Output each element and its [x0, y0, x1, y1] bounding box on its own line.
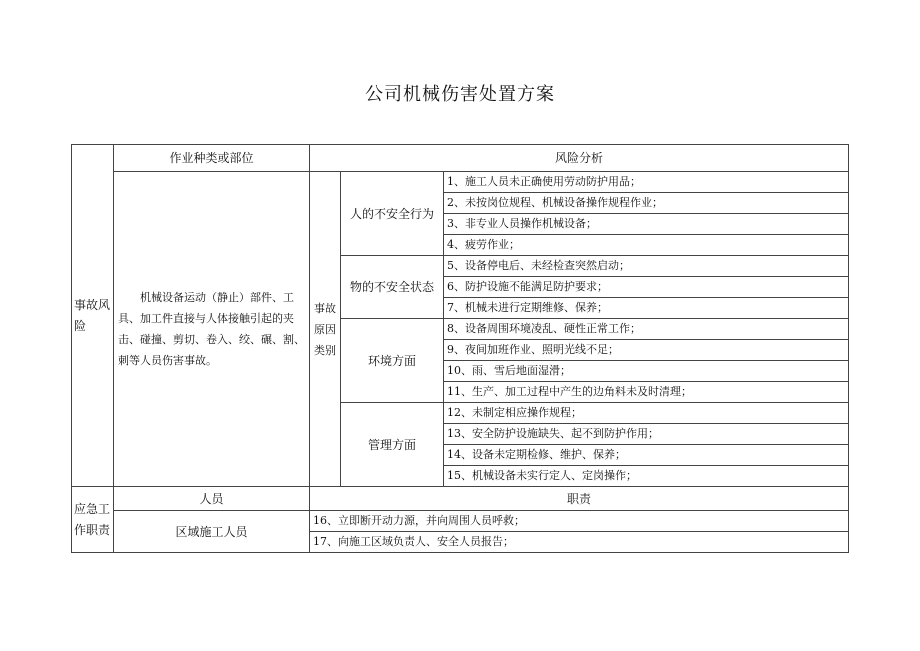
cause-category-object: 物的不安全状态	[341, 256, 444, 319]
cause-category-environment: 环境方面	[341, 319, 444, 403]
cause-item: 10、雨、雪后地面湿滑；	[444, 361, 849, 382]
cause-item: 2、未按岗位规程、机械设备操作规程作业；	[444, 193, 849, 214]
cause-item: 5、设备停电后、未经检查突然启动；	[444, 256, 849, 277]
cause-item: 6、防护设施不能满足防护要求；	[444, 277, 849, 298]
cause-item: 4、疲劳作业；	[444, 235, 849, 256]
cause-item: 11、生产、加工过程中产生的边角料未及时清理；	[444, 382, 849, 403]
emergency-section-label: 应急工作职责	[72, 487, 114, 553]
duty-header: 职责	[310, 487, 849, 511]
duty-item: 17、向施工区域负责人、安全人员报告；	[310, 532, 849, 553]
cause-item: 1、施工人员未正确使用劳动防护用品；	[444, 172, 849, 193]
cause-item: 9、夜间加班作业、照明光线不足；	[444, 340, 849, 361]
duty-item: 16、立即断开动力源，并向周围人员呼救；	[310, 511, 849, 532]
cause-category-human: 人的不安全行为	[341, 172, 444, 256]
cause-category-label: 事故原因类别	[310, 172, 341, 487]
personnel-header: 人员	[114, 487, 310, 511]
cause-item: 14、设备未定期检修、维护、保养；	[444, 445, 849, 466]
risk-section-label: 事故风险	[72, 145, 114, 487]
personnel-cell: 区域施工人员	[114, 511, 310, 553]
cause-item: 7、机械未进行定期维修、保养；	[444, 298, 849, 319]
cause-item: 8、设备周围环境凌乱、硬性正常工作；	[444, 319, 849, 340]
work-description: 机械设备运动（静止）部件、工具、加工件直接与人体接触引起的夹击、碰撞、剪切、卷入、绞、碾、割、刺等人员伤害事故。	[114, 172, 310, 487]
cause-item: 13、安全防护设施缺失、起不到防护作用；	[444, 424, 849, 445]
work-type-header: 作业种类或部位	[114, 145, 310, 172]
risk-table	[71, 144, 849, 553]
cause-item: 3、非专业人员操作机械设备；	[444, 214, 849, 235]
risk-analysis-header: 风险分析	[310, 145, 849, 172]
cause-item: 15、机械设备未实行定人、定岗操作；	[444, 466, 849, 487]
cause-category-management: 管理方面	[341, 403, 444, 487]
cause-item: 12、未制定相应操作规程；	[444, 403, 849, 424]
page-title: 公司机械伤害处置方案	[365, 84, 555, 105]
